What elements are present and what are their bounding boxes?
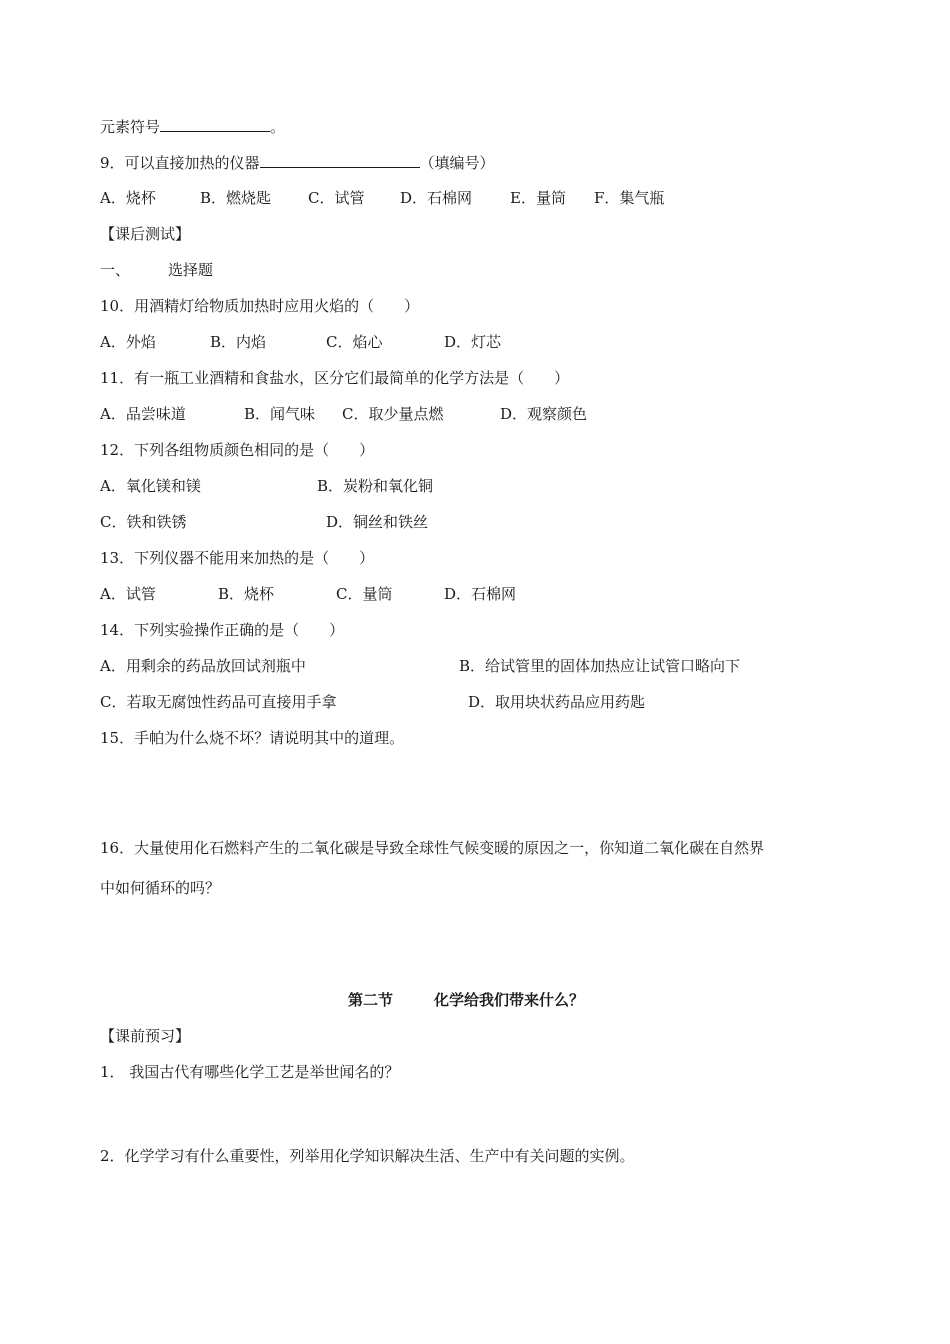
question-16-line-1: 16．大量使用化石燃料产生的二氧化碳是导致全球性气候变暖的原因之一，你知道二氧化碳在自然界 <box>100 839 765 857</box>
option-c: C．试管 <box>308 189 365 207</box>
option-b: B．烧杯 <box>218 585 275 603</box>
question-9 <box>100 152 495 173</box>
q8-tail-line <box>100 116 285 137</box>
option-d: D．石棉网 <box>400 189 473 207</box>
option-a: A．试管 <box>100 585 156 603</box>
option-c: C．铁和铁锈 <box>100 513 187 531</box>
option-d: D．石棉网 <box>444 585 517 603</box>
section-number: 第二节 <box>348 991 394 1009</box>
option-d: D．取用块状药品应用药匙 <box>468 693 646 711</box>
preview-question-1: 1． 我国古代有哪些化学工艺是举世闻名的？ <box>100 1063 400 1081</box>
question-11: 11．有一瓶工业酒精和食盐水，区分它们最简单的化学方法是（ ） <box>100 369 570 387</box>
option-b: B．炭粉和氧化铜 <box>317 477 434 495</box>
section-heading-preview: 【课前预习】 <box>100 1027 191 1045</box>
part-number: 一、 <box>100 261 131 279</box>
option-b: B．燃烧匙 <box>200 189 272 207</box>
question-15: 15．手帕为什么烧不坏？请说明其中的道理。 <box>100 729 405 747</box>
option-b: B．给试管里的固体加热应让试管口略向下 <box>459 657 741 675</box>
option-d: D．灯芯 <box>444 333 502 351</box>
q8-tail-end: 。 <box>270 118 286 136</box>
section-heading-after-test: 【课后测试】 <box>100 225 191 243</box>
option-f: F．集气瓶 <box>594 189 665 207</box>
answer-blank[interactable] <box>160 116 270 132</box>
question-12: 12．下列各组物质颜色相同的是（ ） <box>100 441 375 459</box>
option-e: E．量筒 <box>510 189 566 207</box>
option-d: D．观察颜色 <box>500 405 588 423</box>
question-10: 10．用酒精灯给物质加热时应用火焰的（ ） <box>100 297 420 315</box>
question-16-line-2: 中如何循环的吗？ <box>100 879 221 897</box>
option-a: A．氧化镁和镁 <box>100 477 201 495</box>
option-c: C．若取无腐蚀性药品可直接用手拿 <box>100 693 337 711</box>
question-suffix: （填编号） <box>419 154 495 172</box>
section-title: 化学给我们带来什么？ <box>434 991 585 1009</box>
part-label: 选择题 <box>168 261 214 279</box>
option-b: B．闻气味 <box>244 405 316 423</box>
option-a: A．品尝味道 <box>100 405 186 423</box>
answer-blank[interactable] <box>260 152 420 168</box>
preview-question-2: 2．化学学习有什么重要性，列举用化学知识解决生活、生产中有关问题的实例。 <box>100 1147 635 1165</box>
option-a: A．用剩余的药品放回试剂瓶中 <box>100 657 306 675</box>
option-b: B．内焰 <box>210 333 267 351</box>
option-c: C．焰心 <box>326 333 383 351</box>
option-a: A．外焰 <box>100 333 156 351</box>
question-13: 13．下列仪器不能用来加热的是（ ） <box>100 549 375 567</box>
option-d: D．铜丝和铁丝 <box>326 513 429 531</box>
option-a: A．烧杯 <box>100 189 156 207</box>
question-stem: 9．可以直接加热的仪器 <box>100 154 260 172</box>
question-14: 14．下列实验操作正确的是（ ） <box>100 621 345 639</box>
option-c: C．量筒 <box>336 585 393 603</box>
option-c: C．取少量点燃 <box>342 405 444 423</box>
q8-tail-text: 元素符号 <box>100 118 161 136</box>
